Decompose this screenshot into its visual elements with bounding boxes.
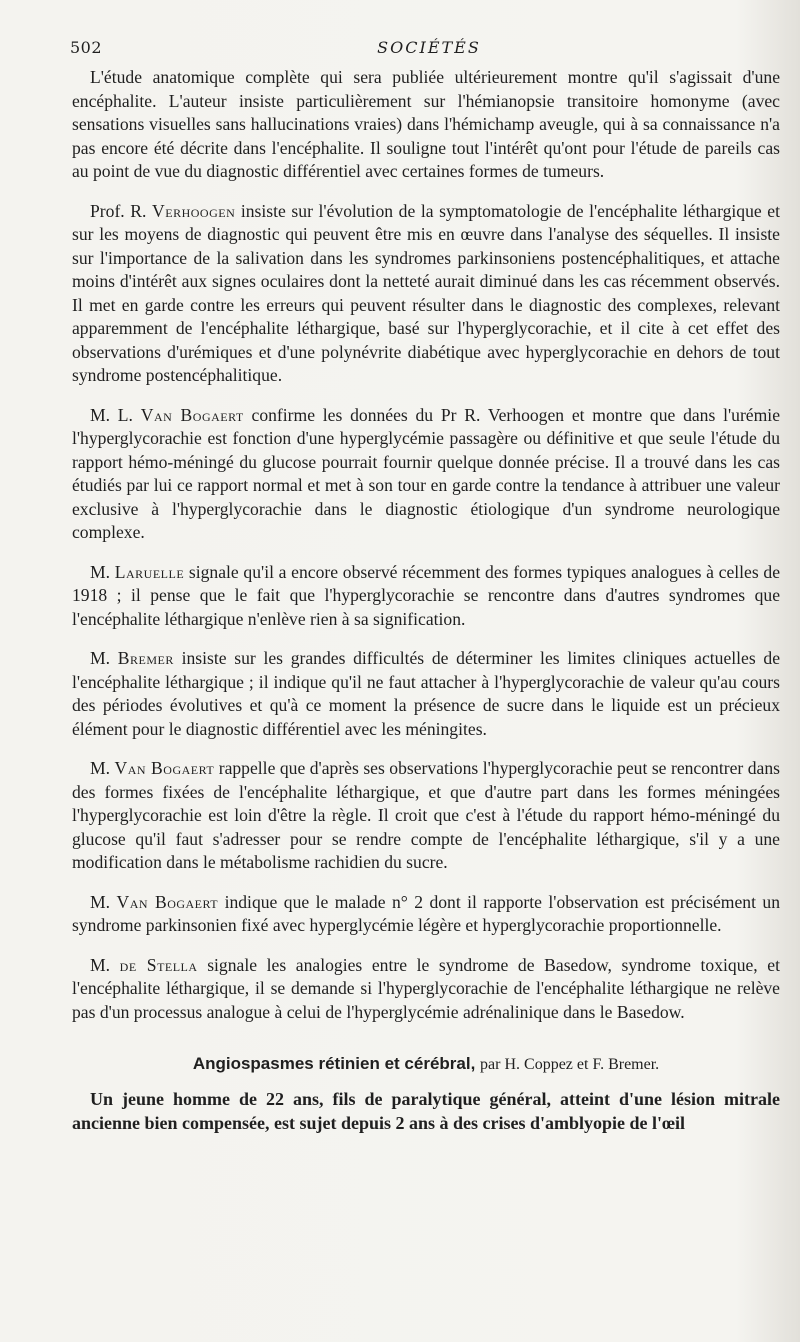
speaker-name: Bremer xyxy=(117,648,174,668)
section-authors: par H. Coppez et F. Bremer. xyxy=(480,1056,660,1073)
paragraph-final xyxy=(72,1087,780,1135)
speaker-prefix: M. xyxy=(90,561,111,582)
section-title: Angiospasmes rétinien et cérébral, xyxy=(192,1054,476,1073)
paragraph-text: L'étude anatomique complète qui sera publiée ultérieurement montre qu'il s'agissait d'une encéphalite. L'auteur insiste particulièrement sur l'hémianopsie transitoire homonyme (avec sensations visuelles sans hallucinations vraies) dans l'hémichamp aveugle, qui à sa connaissance n'a pas encore été décrite dans l'encéphalite. Il souligne tout l'intérêt qu'ont pour l'étude de pareils cas au point de vue du diagnostic différentiel avec certaines formes de tumeurs. xyxy=(72,67,780,181)
paragraph-text: confirme les données du Pr R. Verhoogen et montre que dans l'urémie l'hyperglycorachie est fonction d'une hyperglycémie passagère ou définitive et que seule l'étude du rapport hémo-méningé du glucose pourrait fournir quelque donnée précise. Il a trouvé dans les cas étudiés par lui ce rapport normal et met à son tour en garde contre la tendance à attribuer une valeur exclusive à l'hyperglycorachie dans le diagnostic étiologique d'un syndrome neurologique complexe. xyxy=(72,404,780,542)
page-number: 502 xyxy=(70,38,103,57)
section-heading xyxy=(72,1052,780,1077)
speaker-prefix: M. xyxy=(90,891,111,912)
running-head xyxy=(70,38,788,62)
paragraph-8 xyxy=(72,954,780,1025)
paragraph-7 xyxy=(72,891,780,938)
paragraph-5 xyxy=(72,647,780,741)
paragraph-text: signale les analogies entre le syndrome de Basedow, syndrome toxique, et l'encéphalite léthargique, il se demande si l'hyperglycorachie de l'encéphalite léthargique ne relève pas d'un processus analogue à celui de l'hyperglycémie adrénalinique dans le Basedow. xyxy=(72,954,781,1022)
paragraph-2 xyxy=(72,200,780,388)
paragraph-4 xyxy=(72,561,780,632)
speaker-prefix: M. L. xyxy=(90,404,133,425)
paragraph-text: insiste sur les grandes difficultés de déterminer les limites cliniques actuelles de l'encéphalite léthargique ; il indique qu'il ne faut attacher à l'hyperglycorachie de valeur qu'au cours des périodes évolutives et qu'à ce moment la présence de sucre dans le liquide est un précieux élément pour le diagnostic différentiel avec les méningites. xyxy=(72,648,781,739)
speaker-prefix: M. xyxy=(90,758,111,778)
speaker-name: Van Bogaert xyxy=(114,758,215,778)
speaker-name: Laruelle xyxy=(114,561,185,582)
paragraph-6 xyxy=(72,757,780,875)
speaker-name: Van Bogaert xyxy=(140,404,244,425)
speaker-name: Van Bogaert xyxy=(116,891,219,912)
speaker-prefix: Prof. R. xyxy=(90,200,147,221)
paragraph-text: insiste sur l'évolution de la symptomatologie de l'encéphalite léthargique et sur les moyens de diagnostic qui peuvent être mis en œuvre dans l'analyse des séquelles. Il insiste sur l'importance de la salivation dans les syndromes parkinsoniens postencéphalitiques, et attache moins d'intérêt aux signes oculaires dont la netteté aurait diminué dans les cas récemment observés. Il met en garde contre les erreurs qui peuvent résulter dans le diagnostic des complexes, relevant apparemment de l'encéphalite léthargique, basé sur l'hyperglycorachie, et il cite à cet effet des observations d'urémiques et d'une polynévrite diabétique avec hyperglycorachie en dehors de tout syndrome postencéphalitique. xyxy=(72,200,780,385)
paragraph-text: Un jeune homme de 22 ans, fils de paralytique général, atteint d'une lésion mitrale ancienne bien compensée, est sujet depuis 2 ans à des crises d'amblyopie de l'œil xyxy=(72,1088,780,1133)
paragraph-3 xyxy=(72,404,780,545)
paragraph-text: rappelle que d'après ses observations l'hyperglycorachie peut se rencontrer dans des formes fixées de l'encéphalite léthargique, et que d'autre part dans les formes méningées l'hyperglycorachie est loin d'être la règle. Il croit que c'est à l'étude du rapport hémo-méningé du glucose qu'il faut s'adresser pour se rendre compte de l'encéphalite léthargique, s'il y a une modification dans le métabolisme rachidien du sucre. xyxy=(72,758,780,872)
paragraph-1 xyxy=(72,66,780,184)
speaker-name: de Stella xyxy=(119,954,198,975)
speaker-prefix: M. xyxy=(90,648,111,668)
speaker-name: Verhoogen xyxy=(152,200,236,221)
paragraph-text: signale qu'il a encore observé récemment des formes typiques analogues à celles de 1918 ; il pense que le fait que l'hyperglycorachie se rencontre dans d'autres syndromes que l'encéphalite léthargique n'enlève rien à sa signification. xyxy=(72,561,781,629)
article-body xyxy=(72,66,780,1151)
paragraph-text: indique que le malade n° 2 dont il rapporte l'observation est précisément un syndrome parkinsonien fixé avec hyperglycémie légère et hyperglycorachie proportionnelle. xyxy=(72,891,780,935)
running-title: SOCIÉTÉS xyxy=(377,38,481,57)
speaker-prefix: M. xyxy=(90,954,111,975)
